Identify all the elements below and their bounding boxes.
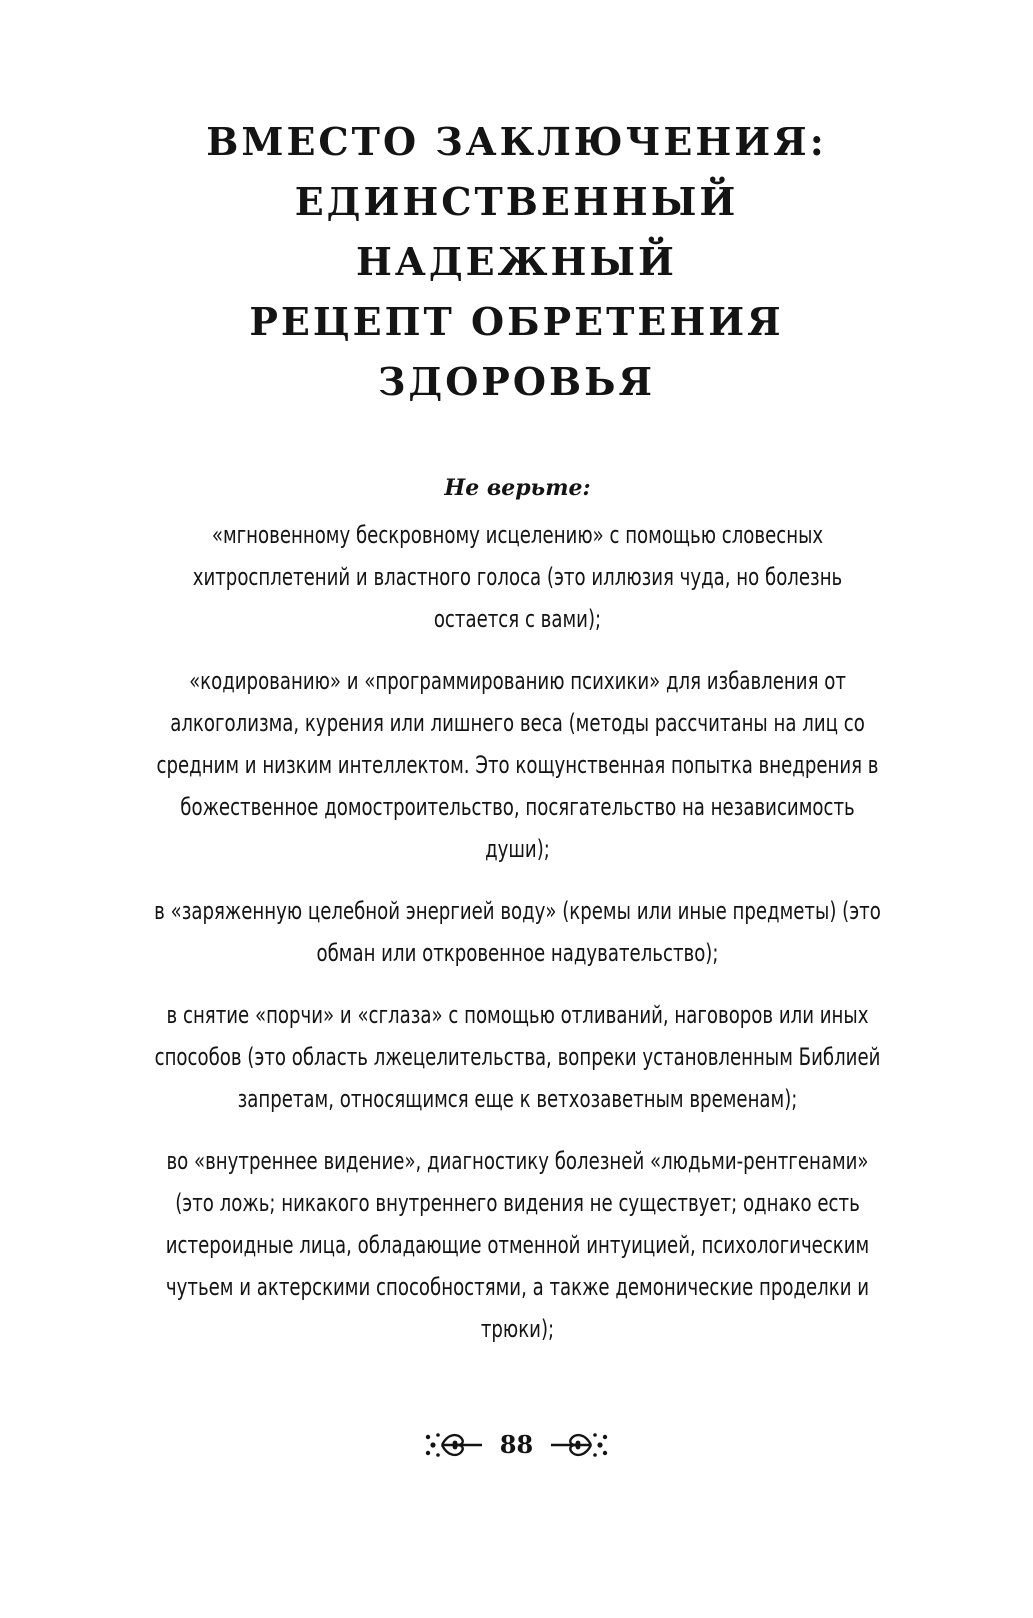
chapter-title — [150, 112, 883, 412]
page-number: 88 — [499, 1430, 534, 1459]
paragraph: во «внутреннее видение», диагностику болезней «людьми-рентгенами» (это ложь; никакого внутреннего видения не существует; однако есть истероидные лица, обладающие отменной интуицией, психологическим чутьем и актерскими способностями, а также демонические проделки и трюки); — [165, 1147, 870, 1343]
lead-heading: Не верьте: — [444, 475, 591, 501]
chapter-title-line: ЗДОРОВЬЯ — [378, 359, 655, 404]
page-footer — [0, 1420, 1033, 1470]
chapter-title-line: ВМЕСТО ЗАКЛЮЧЕНИЯ: — [206, 119, 827, 164]
paragraph: в снятие «порчи» и «сглаза» с помощью отливаний, наговоров или иных способов (это область лжецелительства, вопреки установленным Библией запретам, относящимся еще к ветхозаветным временам); — [154, 1001, 881, 1113]
chapter-title-line: РЕЦЕПТ ОБРЕТЕНИЯ — [249, 299, 784, 344]
paragraph: в «заряженную целебной энергией воду» (кремы или иные предметы) (это обман или откровенное надувательство); — [154, 897, 881, 967]
paragraph: «кодированию» и «программированию психики» для избавления от алкоголизма, курения или лишнего веса (методы рассчитаны на лиц со средним и низким интеллектом. Это кощунственная попытка внедрения в божественное домостроительство, посягательство на независимость души); — [156, 667, 879, 863]
floral-ornament-icon — [547, 1425, 611, 1465]
floral-ornament-icon — [422, 1425, 486, 1465]
paragraph: «мгновенному бескровному исцелению» с помощью словесных хитросплетений и властного голоса (это иллюзия чуда, но болезнь остается с вами); — [192, 521, 843, 633]
chapter-body — [150, 470, 885, 1370]
chapter-title-line: ЕДИНСТВЕННЫЙ НАДЕЖНЫЙ — [294, 179, 739, 284]
